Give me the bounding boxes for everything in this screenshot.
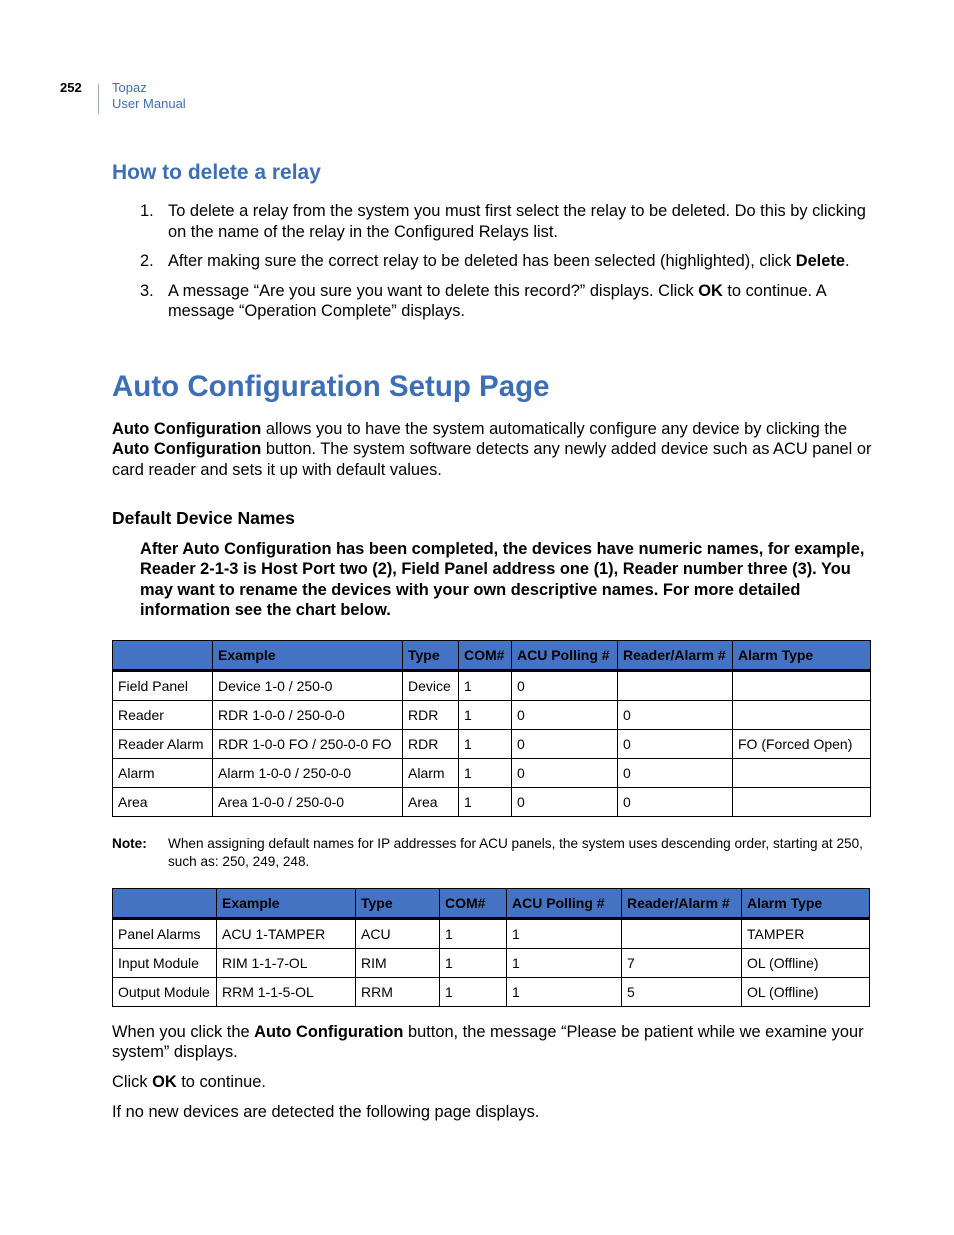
table-cell: Device 1-0 / 250-0 — [213, 671, 403, 701]
table-cell — [622, 919, 742, 949]
table-row — [113, 730, 871, 759]
column-header: Type — [403, 641, 459, 671]
step-text: A message “Are you sure you want to delete this record?” displays. Click — [168, 281, 699, 300]
column-header: COM# — [440, 889, 507, 919]
header-product: Topaz — [112, 80, 147, 95]
table-cell: ACU 1-TAMPER — [217, 919, 356, 949]
header-doc-title: User Manual — [112, 96, 186, 111]
table-cell: 1 — [459, 788, 512, 817]
header-divider — [98, 84, 99, 114]
table-cell: Alarm — [403, 759, 459, 788]
table-cell — [618, 671, 733, 701]
table-cell: 7 — [622, 949, 742, 978]
step-number: 2. — [140, 252, 154, 270]
column-header: COM# — [459, 641, 512, 671]
step-text: After making sure the correct relay to be deleted has been selected (highlighted), click — [168, 252, 796, 270]
step-text: . — [844, 252, 850, 270]
closing-bold: OK — [152, 1073, 177, 1091]
table-row — [113, 671, 871, 701]
table-cell: RIM 1-1-7-OL — [217, 949, 356, 978]
table-cell: 0 — [512, 759, 618, 788]
table-cell: RDR 1-0-0 / 250-0-0 — [213, 701, 403, 730]
step-text: to continue. A message “Operation Complete” displays. — [168, 281, 826, 320]
closing-text: button, the message “Please be patient while we examine your system” displays. — [112, 1023, 864, 1062]
closing-text: When you click the — [112, 1023, 255, 1041]
column-header: Type — [356, 889, 440, 919]
default-names-paragraph: After Auto Configuration has been completed, the devices have numeric names, for example, Reader 2-1-3 is Host Port two (2), Field Panel address one (1), Reader number three (3). You may want to rename the devices with your own descriptive names. For more detailed information see the chart below. — [140, 540, 865, 619]
table-cell: Reader Alarm — [113, 730, 213, 759]
auto-config-intro — [112, 419, 872, 480]
column-header: Example — [217, 889, 356, 919]
table-cell: RRM — [356, 978, 440, 1007]
auto-config-heading: Auto Configuration Setup Page — [112, 370, 550, 403]
column-header: ACU Polling # — [512, 641, 618, 671]
closing-bold: Auto Configuration — [254, 1023, 404, 1041]
table-row — [113, 759, 871, 788]
table-cell: 0 — [618, 788, 733, 817]
table-cell: 1 — [507, 978, 622, 1007]
closing-paragraph-3: If no new devices are detected the following page displays. — [112, 1103, 540, 1121]
step-item — [112, 281, 872, 322]
step-text: To delete a relay from the system you must first select the relay to be deleted. Do this by clicking on the name of the relay in the Configured Relays list. — [168, 202, 866, 241]
table-cell: 1 — [440, 919, 507, 949]
table-header-row — [113, 641, 871, 671]
closing-text: Click — [112, 1073, 153, 1091]
table-cell: ACU — [356, 919, 440, 949]
column-header — [113, 641, 213, 671]
intro-bold: Auto Configuration — [112, 440, 262, 459]
table-cell: Field Panel — [113, 671, 213, 701]
table-cell: Reader — [113, 701, 213, 730]
table-cell: 1 — [459, 759, 512, 788]
column-header: Alarm Type — [742, 889, 870, 919]
table-cell: TAMPER — [742, 919, 870, 949]
table-cell: Output Module — [113, 978, 217, 1007]
column-header: Reader/Alarm # — [622, 889, 742, 919]
closing-paragraph-1 — [112, 1022, 872, 1063]
column-header: Reader/Alarm # — [618, 641, 733, 671]
closing-text: to continue. — [176, 1073, 266, 1091]
default-names-table — [112, 640, 871, 817]
intro-text: allows you to have the system automatically configure any device by clicking the — [261, 420, 848, 438]
table-cell: 1 — [440, 949, 507, 978]
table-row — [113, 788, 871, 817]
page-number: 252 — [60, 80, 82, 95]
default-device-names-heading: Default Device Names — [112, 508, 295, 528]
step-number: 1. — [140, 202, 154, 220]
column-header — [113, 889, 217, 919]
step-bold: OK — [698, 281, 723, 300]
table-row — [113, 949, 870, 978]
table-cell: 1 — [507, 949, 622, 978]
step-item — [112, 201, 872, 242]
table-cell: 1 — [440, 978, 507, 1007]
table-cell — [733, 759, 871, 788]
column-header: Example — [213, 641, 403, 671]
table-cell: RDR — [403, 701, 459, 730]
table-cell: 1 — [459, 730, 512, 759]
table-cell: OL (Offline) — [742, 978, 870, 1007]
table-header-row — [113, 889, 870, 919]
table-cell: Input Module — [113, 949, 217, 978]
delete-relay-steps — [112, 201, 872, 331]
note-text: When assigning default names for IP addresses for ACU panels, the system uses descending order, starting at 250, such as: 250, 249, 248. — [168, 836, 863, 869]
table-cell: Area 1-0-0 / 250-0-0 — [213, 788, 403, 817]
table-cell: 0 — [618, 759, 733, 788]
table-cell: OL (Offline) — [742, 949, 870, 978]
table-cell: 0 — [512, 671, 618, 701]
column-header: Alarm Type — [733, 641, 871, 671]
table-cell: FO (Forced Open) — [733, 730, 871, 759]
table-cell: Alarm — [113, 759, 213, 788]
table-cell: Area — [403, 788, 459, 817]
table-cell: 1 — [459, 701, 512, 730]
table-cell: 0 — [512, 788, 618, 817]
table-cell: 0 — [512, 730, 618, 759]
table-cell: 1 — [507, 919, 622, 949]
intro-bold: Auto Configuration — [112, 420, 262, 438]
table-cell: 0 — [512, 701, 618, 730]
table-cell: 1 — [459, 671, 512, 701]
table-cell: RIM — [356, 949, 440, 978]
intro-text: button. The system software detects any newly added device such as ACU panel or card reader and sets it up with default values. — [112, 440, 872, 479]
alarm-names-table — [112, 888, 870, 1007]
table-cell: RDR 1-0-0 FO / 250-0-0 FO — [213, 730, 403, 759]
table-cell — [733, 701, 871, 730]
table-cell: 0 — [618, 730, 733, 759]
step-number: 3. — [140, 281, 154, 300]
table-cell — [733, 788, 871, 817]
note-label: Note: — [112, 836, 147, 851]
table-cell: Alarm 1-0-0 / 250-0-0 — [213, 759, 403, 788]
table-row — [113, 919, 870, 949]
table-row — [113, 978, 870, 1007]
step-bold: Delete — [795, 252, 845, 270]
table-cell: Panel Alarms — [113, 919, 217, 949]
table-cell: Device — [403, 671, 459, 701]
table-cell: Area — [113, 788, 213, 817]
delete-relay-heading: How to delete a relay — [112, 161, 321, 184]
closing-paragraph-2 — [112, 1072, 872, 1092]
table-cell: RRM 1-1-5-OL — [217, 978, 356, 1007]
table-cell: RDR — [403, 730, 459, 759]
table-cell: 5 — [622, 978, 742, 1007]
table-row — [113, 701, 871, 730]
table-cell — [733, 671, 871, 701]
column-header: ACU Polling # — [507, 889, 622, 919]
step-item — [112, 251, 872, 272]
table-cell: 0 — [618, 701, 733, 730]
